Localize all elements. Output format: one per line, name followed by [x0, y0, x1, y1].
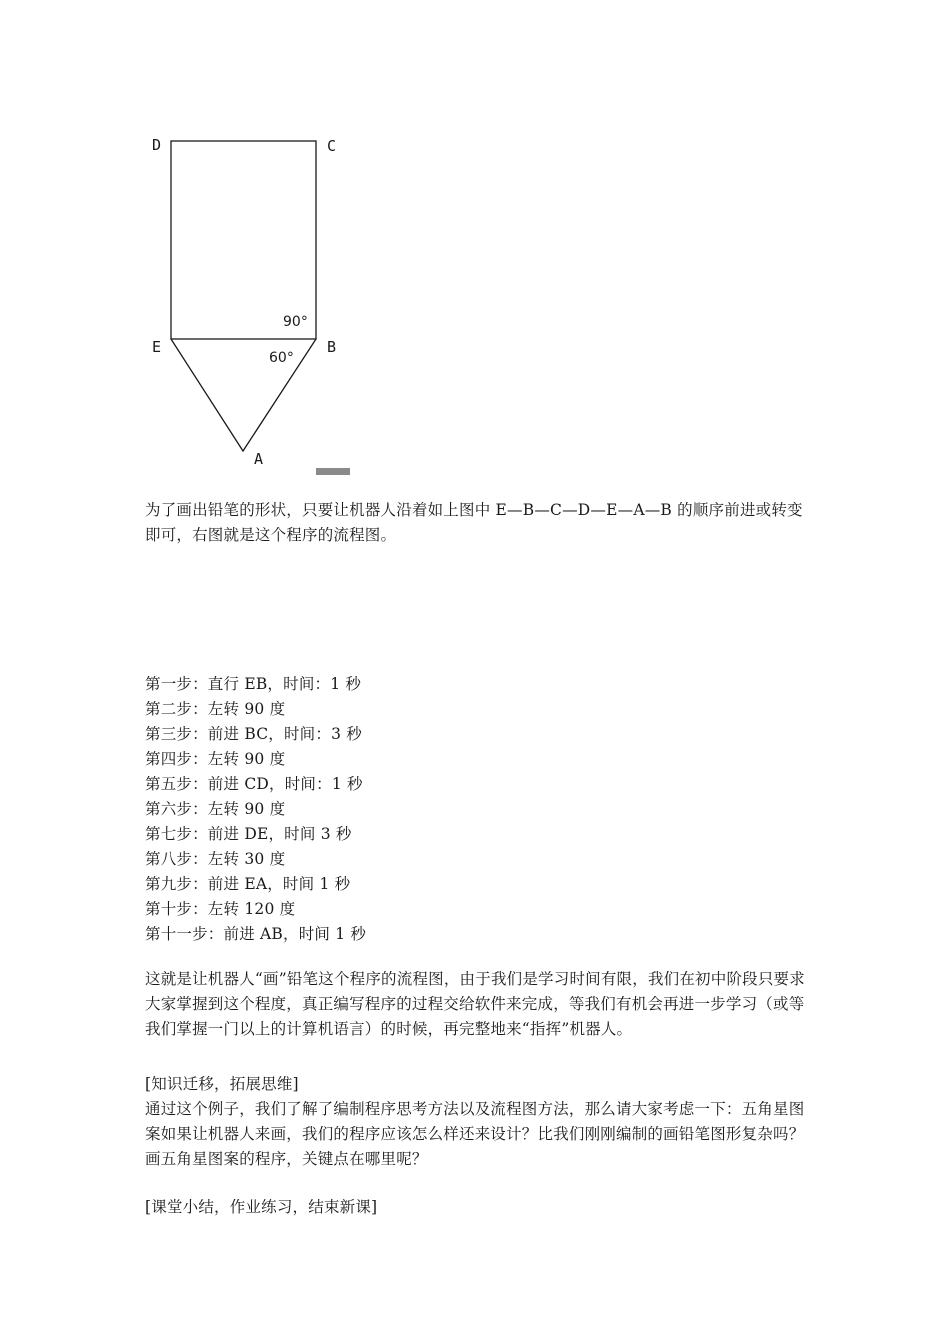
step-item: 第七步：前进 DE，时间 3 秒 [145, 825, 352, 843]
vertex-label-a: A [254, 450, 264, 468]
vertex-label-b: B [327, 338, 337, 356]
pencil-shape-figure [140, 130, 370, 480]
summary-paragraph [145, 967, 813, 1042]
triangle-ea-ab [171, 339, 316, 451]
step-item: 第十步：左转 120 度 [145, 900, 296, 918]
step-list [145, 672, 813, 947]
step-item: 第十一步：前进 AB，时间 1 秒 [145, 925, 367, 943]
intro-text: 为了画出铅笔的形状，只要让机器人沿着如上图中 E—B—C—D—E—A—B 的顺序前进或转变即可，右图就是这个程序的流程图。 [145, 501, 803, 544]
step-item: 第九步：前进 EA，时间 1 秒 [145, 875, 351, 893]
step-item: 第八步：左转 30 度 [145, 850, 286, 868]
summary-text: 这就是让机器人“画”铅笔这个程序的流程图，由于我们是学习时间有限，我们在初中阶段只要求大家掌握到这个程度，真正编写程序的过程交给软件来完成，等我们有机会再进一步学习（或等我们掌握一门以上的计算机语言）的时候，再完整地来“指挥”机器人。 [145, 970, 805, 1038]
rectangle-edcb [171, 141, 316, 339]
angle-label-90: 90° [283, 314, 308, 330]
intro-paragraph [145, 498, 813, 548]
step-item: 第二步：左转 90 度 [145, 700, 286, 718]
vertex-label-c: C [327, 137, 337, 155]
step-item: 第一步：直行 EB，时间：1 秒 [145, 675, 362, 693]
section-heading-text: [知识迁移，拓展思维] [145, 1075, 299, 1093]
step-item: 第六步：左转 90 度 [145, 800, 286, 818]
step-item: 第四步：左转 90 度 [145, 750, 286, 768]
step-item: 第五步：前进 CD，时间：1 秒 [145, 775, 363, 793]
angle-label-60: 60° [269, 350, 294, 366]
closing-heading [145, 1195, 813, 1220]
section-body-text: 通过这个例子，我们了解了编制程序思考方法以及流程图方法，那么请大家考虑一下：五角星图案如果让机器人来画，我们的程序应该怎么样还来设计？比我们刚刚编制的画铅笔图形复杂吗？画五角星图案的程序，关键点在哪里呢？ [145, 1100, 805, 1168]
vertex-label-d: D [152, 136, 162, 154]
closing-text: [课堂小结，作业练习，结束新课] [145, 1198, 378, 1216]
pencil-diagram [140, 130, 370, 480]
step-item: 第三步：前进 BC，时间：3 秒 [145, 725, 362, 743]
section-paragraph [145, 1097, 813, 1172]
vertex-label-e: E [152, 338, 162, 356]
section-heading [145, 1072, 813, 1097]
gray-marker-bar [316, 468, 350, 475]
